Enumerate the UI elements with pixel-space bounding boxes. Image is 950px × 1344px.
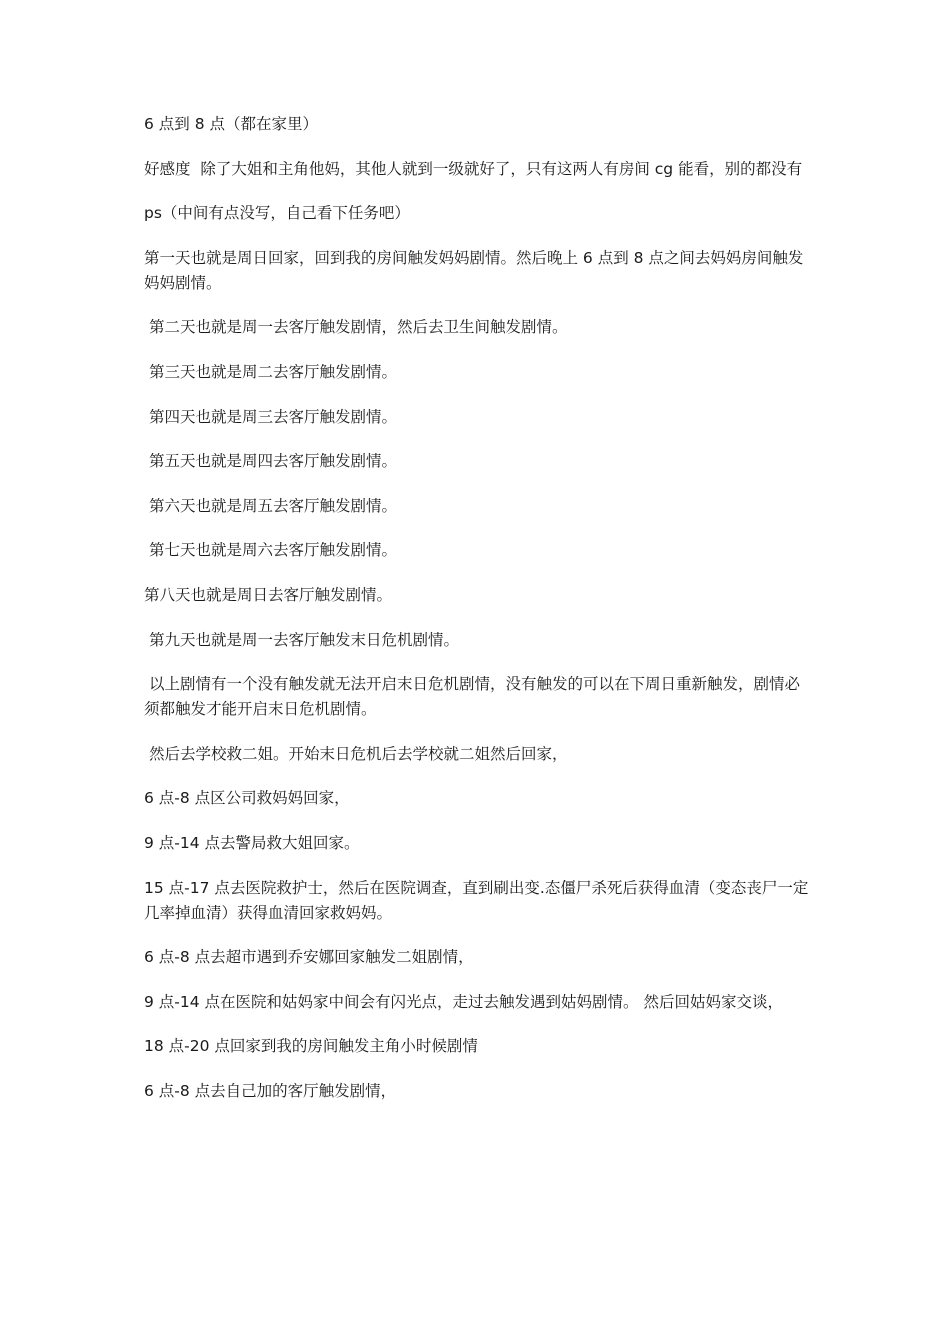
document-body — [144, 112, 812, 1123]
paragraph-company: 6 点-8 点区公司救妈妈回家， — [144, 789, 350, 808]
paragraph-day-6: 第六天也就是周五去客厅触发剧情。 — [144, 496, 397, 515]
paragraph-day-3: 第三天也就是周二去客厅触发剧情。 — [144, 362, 397, 381]
paragraph-hospital: 15 点-17 点去医院救护士，然后在医院调查，直到刷出变.态僵尸杀死后获得血清（变态丧尸一定几率掉血清）获得血清回家救妈妈。 — [144, 878, 809, 922]
paragraph-day-1: 第一天也就是周日回家，回到我的房间触发妈妈剧情。然后晚上 6 点到 8 点之间去妈妈房间触发妈妈剧情。 — [144, 248, 804, 292]
paragraph-supermarket: 6 点-8 点去超市遇到乔安娜回家触发二姐剧情， — [144, 948, 474, 967]
paragraph-ps: ps（中间有点没写，自己看下任务吧） — [144, 204, 410, 223]
paragraph-day-2: 第二天也就是周一去客厅触发剧情，然后去卫生间触发剧情。 — [144, 318, 568, 337]
paragraph-day-4: 第四天也就是周三去客厅触发剧情。 — [144, 407, 397, 426]
paragraph-time-note: 6 点到 8 点（都在家里） — [144, 115, 319, 133]
paragraph-day-9: 第九天也就是周一去客厅触发末日危机剧情。 — [144, 630, 459, 649]
paragraph-affection: 好感度 除了大姐和主角他妈，其他人就到一级就好了，只有这两人有房间 cg 能看，别的都没有 — [144, 159, 803, 178]
paragraph-day-8: 第八天也就是周日去客厅触发剧情。 — [144, 585, 393, 604]
paragraph-living-room: 6 点-8 点去自己加的客厅触发剧情， — [144, 1081, 397, 1100]
paragraph-police: 9 点-14 点去警局救大姐回家。 — [144, 833, 360, 852]
paragraph-requirement: 以上剧情有一个没有触发就无法开启末日危机剧情，没有触发的可以在下周日重新触发，剧情必须都触发才能开启末日危机剧情。 — [144, 675, 800, 719]
paragraph-aunt: 9 点-14 点在医院和姑妈家中间会有闪光点，走过去触发遇到姑妈剧情。 然后回姑妈家交谈， — [144, 992, 783, 1011]
paragraph-day-7: 第七天也就是周六去客厅触发剧情。 — [144, 541, 397, 560]
paragraph-day-5: 第五天也就是周四去客厅触发剧情。 — [144, 452, 397, 471]
paragraph-childhood: 18 点-20 点回家到我的房间触发主角小时候剧情 — [144, 1037, 478, 1056]
paragraph-school: 然后去学校救二姐。开始末日危机后去学校就二姐然后回家， — [144, 744, 568, 763]
